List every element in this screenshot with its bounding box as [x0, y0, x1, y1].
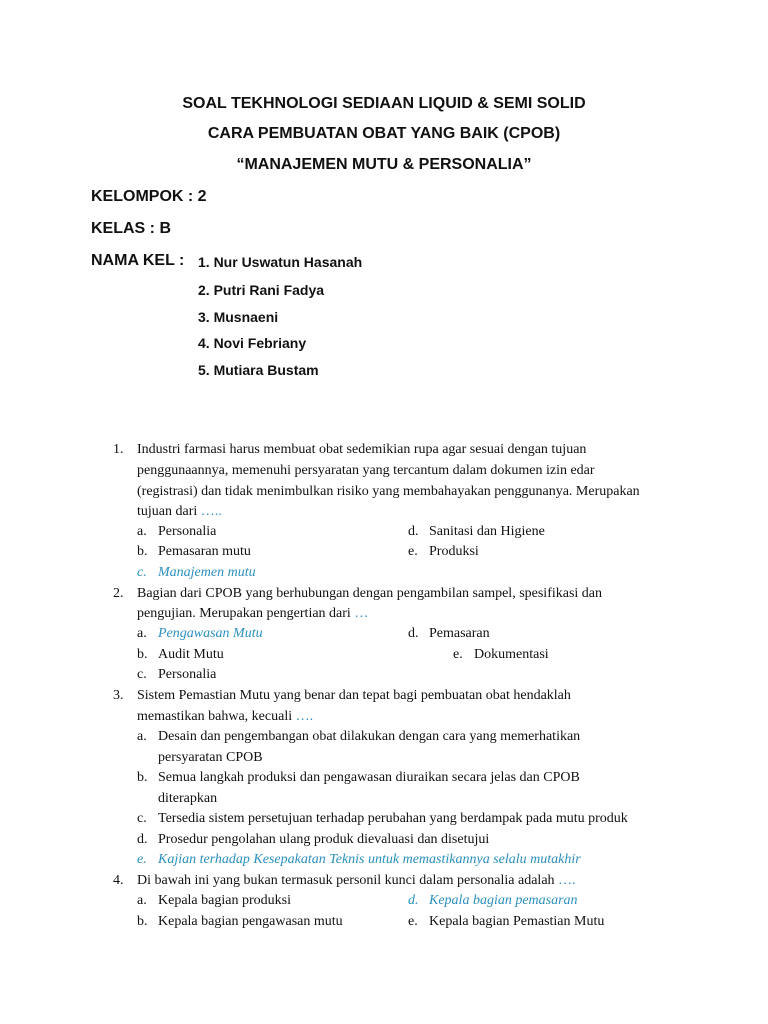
question-text-line: Di bawah ini yang bukan termasuk personil kunci dalam personalia adalah ….: [137, 873, 576, 888]
member-3: 3. Musnaeni: [198, 309, 279, 325]
option-letter: e.: [408, 544, 418, 559]
question-number: 3.: [113, 688, 124, 703]
option-letter: e.: [408, 914, 418, 929]
option-letter: d.: [408, 524, 419, 539]
option-text: diterapkan: [158, 791, 218, 806]
question-text-line: pengujian. Merupakan pengertian dari …: [137, 606, 369, 621]
option-text: Desain dan pengembangan obat dilakukan dengan cara yang memerhatikan: [158, 729, 581, 744]
ellipsis: …..: [200, 504, 222, 519]
ellipsis: ….: [295, 709, 314, 724]
option-letter-answer: e.: [137, 852, 147, 867]
kelompok: KELOMPOK : 2: [91, 188, 207, 205]
option-letter-answer: d.: [408, 893, 419, 908]
option-text-answer: Pengawasan Mutu: [158, 626, 263, 641]
option-text: Kepala bagian Pemastian Mutu: [429, 914, 605, 929]
member-2: 2. Putri Rani Fadya: [198, 282, 325, 298]
question-number: 1.: [113, 442, 124, 457]
title-line-3: “MANAJEMEN MUTU & PERSONALIA”: [236, 156, 532, 173]
option-text: Produksi: [429, 544, 479, 559]
option-text: Pemasaran: [429, 626, 490, 641]
option-letter: e.: [453, 647, 463, 662]
question-text-line: penggunaannya, memenuhi persyaratan yang tercantum dalam dokumen izin edar: [137, 463, 595, 478]
option-text: Dokumentasi: [474, 647, 549, 662]
question-number: 2.: [113, 586, 124, 601]
option-text-answer: Manajemen mutu: [158, 565, 256, 580]
option-letter: b.: [137, 770, 148, 785]
option-letter: c.: [137, 811, 147, 826]
option-text-answer: Kajian terhadap Kesepakatan Teknis untuk memastikannya selalu mutakhir: [158, 852, 581, 867]
option-text: Semua langkah produksi dan pengawasan diuraikan secara jelas dan CPOB: [158, 770, 580, 785]
option-letter: c.: [137, 667, 147, 682]
option-letter: a.: [137, 626, 147, 641]
option-text-answer: Kepala bagian pemasaran: [429, 893, 578, 908]
title-line-2: CARA PEMBUATAN OBAT YANG BAIK (CPOB): [207, 125, 561, 142]
member-4: 4. Novi Febriany: [198, 335, 307, 351]
nama-kel-label: NAMA KEL :: [91, 252, 185, 269]
option-text: Prosedur pengolahan ulang produk dievaluasi dan disetujui: [158, 832, 490, 847]
member-1: 1. Nur Uswatun Hasanah: [198, 254, 363, 270]
ellipsis: …: [354, 606, 369, 621]
option-text: Tersedia sistem persetujuan terhadap perubahan yang berdampak pada mutu produk: [158, 811, 628, 826]
option-text: Kepala bagian pengawasan mutu: [158, 914, 343, 929]
question-text-line: (registrasi) dan tidak menimbulkan risiko yang membahayakan penggunanya. Merupakan: [137, 484, 640, 499]
option-letter: d.: [137, 832, 148, 847]
title-line-1: SOAL TEKHNOLOGI SEDIAAN LIQUID & SEMI SOLID: [182, 95, 586, 112]
option-text: Pemasaran mutu: [158, 544, 251, 559]
question-number: 4.: [113, 873, 124, 888]
question-text-line: memastikan bahwa, kecuali ….: [137, 709, 314, 724]
question-text-line: Industri farmasi harus membuat obat sedemikian rupa agar sesuai dengan tujuan: [137, 442, 587, 457]
option-text: persyaratan CPOB: [158, 750, 263, 765]
option-letter: a.: [137, 893, 147, 908]
option-letter: b.: [137, 914, 148, 929]
option-text: Personalia: [158, 524, 217, 539]
option-text: Audit Mutu: [158, 647, 224, 662]
option-text: Personalia: [158, 667, 217, 682]
option-text: Sanitasi dan Higiene: [429, 524, 545, 539]
member-5: 5. Mutiara Bustam: [198, 362, 319, 378]
option-letter: b.: [137, 647, 148, 662]
question-text-line: tujuan dari …..: [137, 504, 222, 519]
option-letter: b.: [137, 544, 148, 559]
option-letter: a.: [137, 524, 147, 539]
option-letter: d.: [408, 626, 419, 641]
ellipsis: ….: [558, 873, 576, 888]
option-text: Kepala bagian produksi: [158, 893, 291, 908]
question-text-line: Bagian dari CPOB yang berhubungan dengan pengambilan sampel, spesifikasi dan: [137, 586, 603, 601]
question-text-line: Sistem Pemastian Mutu yang benar dan tepat bagi pembuatan obat hendaklah: [137, 688, 571, 703]
option-letter-answer: c.: [137, 565, 147, 580]
kelas: KELAS : B: [91, 220, 171, 237]
option-letter: a.: [137, 729, 147, 744]
